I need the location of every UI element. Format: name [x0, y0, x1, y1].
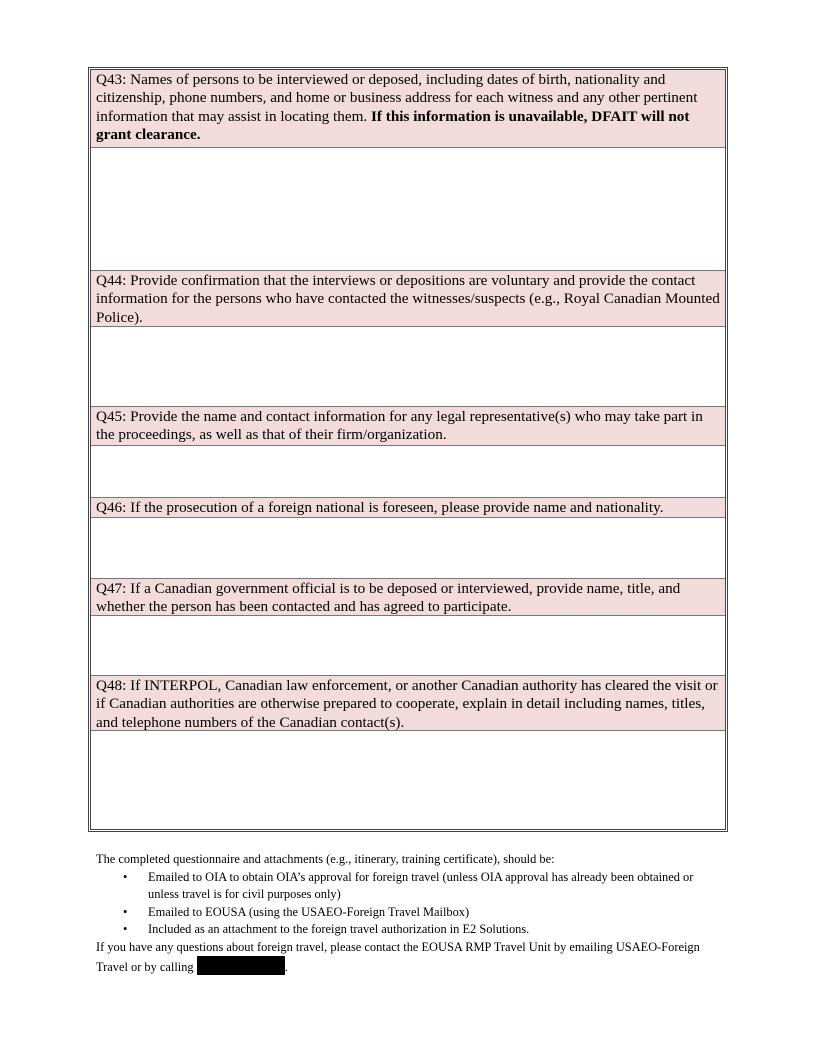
instructions-footer	[96, 851, 726, 977]
contact-text: If you have any questions about foreign travel, please contact the EOUSA RMP Travel Unit by emailing USAEO-Foreign Travel or by calling	[96, 939, 700, 974]
bullet-icon: •	[123, 869, 128, 884]
questionnaire-table	[88, 67, 728, 832]
answer-q45-field[interactable]	[91, 446, 725, 497]
redacted-phone-number	[197, 956, 285, 975]
contact-end: .	[284, 960, 288, 974]
question-q46-text: Q46: If the prosecution of a foreign national is foreseen, please provide name and nationality.	[96, 499, 664, 516]
answer-q43-field[interactable]	[91, 148, 725, 270]
instruction-item: • Emailed to EOUSA (using the USAEO-Foreign Travel Mailbox)	[96, 904, 726, 922]
bullet-icon: •	[123, 922, 128, 936]
question-q44-text: Q44: Provide confirmation that the interviews or depositions are voluntary and provide the contact information for the persons who have contacted the witnesses/suspects (e.g., Royal Canadian Mounted Police).	[96, 272, 720, 326]
contact-paragraph	[96, 939, 726, 977]
question-q43-text: Q43: Names of persons to be interviewed or deposed, including dates of birth, nationality and citizenship, phone numbers, and home or business address for each witness and any other pertinent information that may assist in locating them.	[96, 71, 698, 125]
question-q43	[91, 70, 725, 148]
question-q43-warning: If this information is unavailable, DFAIT will not grant clearance.	[96, 107, 690, 144]
question-q47-text: Q47: If a Canadian government official is to be deposed or interviewed, provide name, title, and whether the person has been contacted and has agreed to participate.	[96, 580, 681, 616]
instruction-item: • Emailed to OIA to obtain OIA’s approval for foreign travel (unless OIA approval has already been obtained or unless travel is for civil purposes only)	[123, 869, 694, 901]
question-q48-text: Q48: If INTERPOL, Canadian law enforcement, or another Canadian authority has cleared the visit or if Canadian authorities are otherwise prepared to cooperate, explain in detail including names, titles, and telephone numbers of the Canadian contact(s).	[96, 677, 718, 731]
question-q48	[91, 675, 725, 731]
question-q47	[91, 578, 725, 616]
instructions-list	[96, 869, 726, 939]
answer-q44-field[interactable]	[91, 327, 725, 406]
question-q45-text: Q45: Provide the name and contact information for any legal representative(s) who may take part in the proceedings, as well as that of their firm/organization.	[96, 408, 703, 444]
answer-q47-field[interactable]	[91, 616, 725, 675]
question-q46	[91, 497, 725, 518]
instruction-item: • Included as an attachment to the foreign travel authorization in E2 Solutions.	[96, 921, 726, 939]
answer-q48-field[interactable]	[91, 731, 725, 829]
instructions-intro: The completed questionnaire and attachments (e.g., itinerary, training certificate), should be:	[96, 852, 555, 866]
question-q44	[91, 270, 725, 327]
bullet-icon: •	[123, 904, 128, 919]
question-q45	[91, 406, 725, 446]
answer-q46-field[interactable]	[91, 518, 725, 578]
